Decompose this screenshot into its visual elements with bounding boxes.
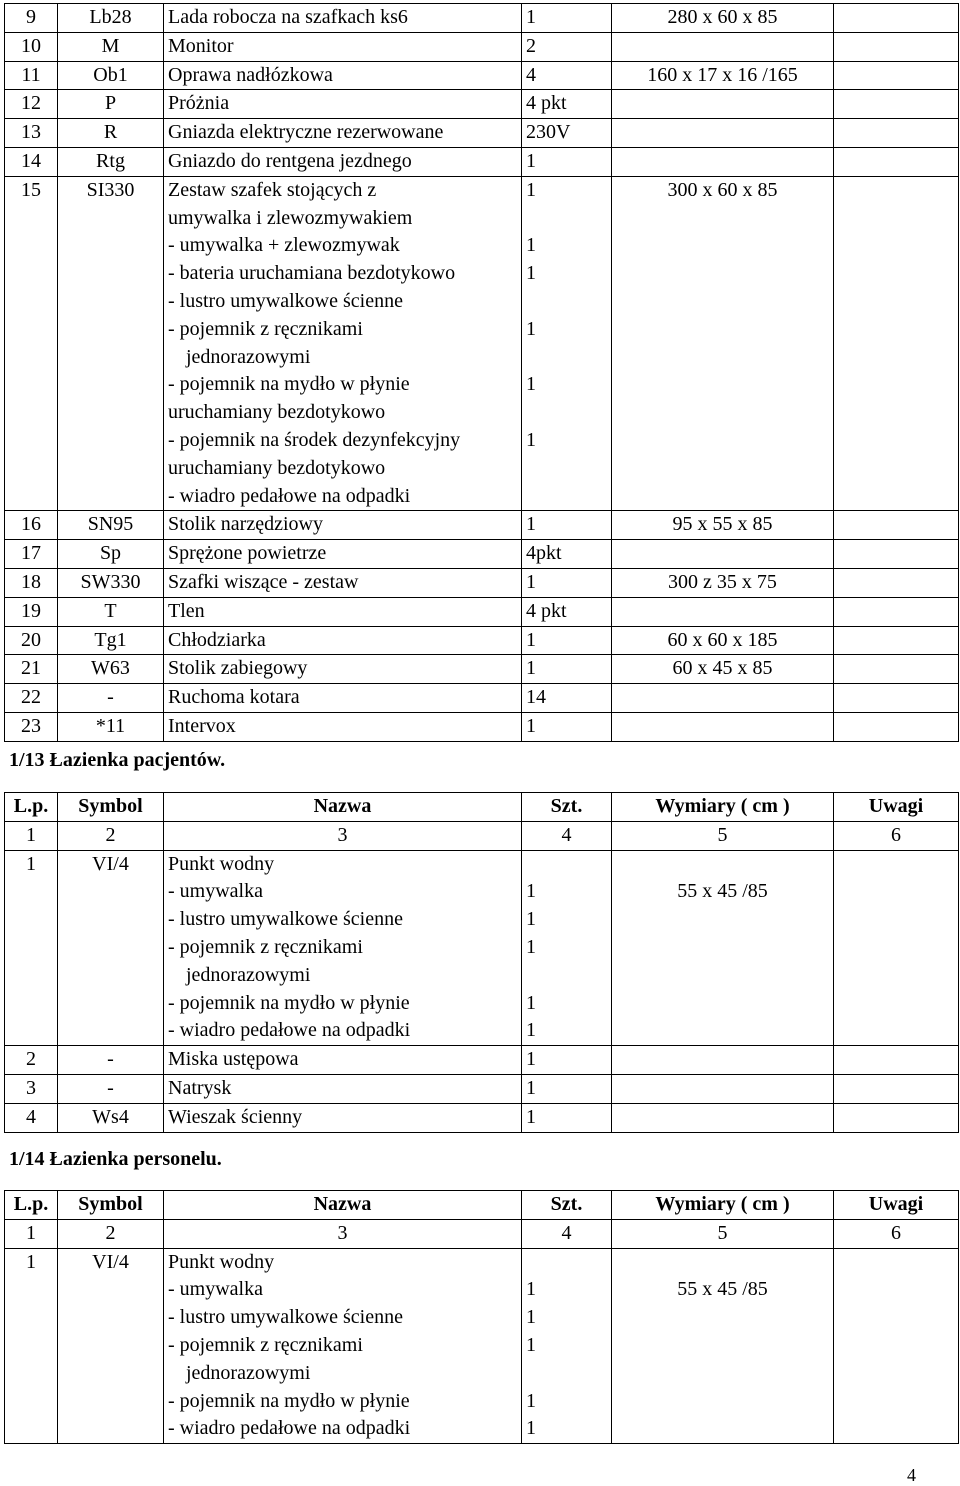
cell-nazwa bbox=[164, 1248, 522, 1444]
column-header: L.p. bbox=[5, 793, 58, 822]
szt-line: 2 bbox=[526, 34, 536, 57]
cell-uwagi bbox=[834, 626, 959, 655]
cell-uwagi bbox=[834, 1248, 959, 1444]
cell-szt bbox=[522, 61, 612, 90]
table-row bbox=[5, 568, 959, 597]
szt-line: 1 bbox=[526, 714, 536, 737]
cell-wymiary bbox=[612, 176, 834, 511]
cell-uwagi bbox=[834, 147, 959, 176]
wymiary-line bbox=[616, 684, 829, 712]
table-row bbox=[5, 1103, 959, 1132]
szt-line: 1 bbox=[526, 1048, 536, 1071]
szt-line bbox=[526, 205, 607, 233]
equipment-table-lazienka-pacjentow bbox=[4, 792, 959, 1133]
szt-line: 1 bbox=[526, 149, 536, 172]
cell-lp: 12 bbox=[5, 90, 58, 119]
cell-wymiary bbox=[612, 511, 834, 540]
cell-symbol: T bbox=[58, 597, 164, 626]
column-number: 4 bbox=[522, 821, 612, 850]
cell-wymiary bbox=[612, 540, 834, 569]
cell-nazwa bbox=[164, 626, 522, 655]
cell-nazwa bbox=[164, 119, 522, 148]
column-number: 6 bbox=[834, 1219, 959, 1248]
szt-line: 1 bbox=[526, 1417, 536, 1440]
column-header: Uwagi bbox=[834, 1191, 959, 1220]
table-row bbox=[5, 119, 959, 148]
nazwa-line: - umywalka bbox=[168, 1278, 263, 1301]
table-row bbox=[5, 684, 959, 713]
cell-wymiary bbox=[612, 712, 834, 741]
column-number-row bbox=[5, 821, 959, 850]
wymiary-line bbox=[616, 1249, 829, 1277]
cell-uwagi bbox=[834, 1046, 959, 1075]
table-row bbox=[5, 4, 959, 33]
cell-symbol: SW330 bbox=[58, 568, 164, 597]
wymiary-line: 55 x 45 /85 bbox=[677, 1278, 768, 1301]
cell-lp: 15 bbox=[5, 176, 58, 511]
szt-line: 4pkt bbox=[526, 542, 562, 565]
table-row bbox=[5, 511, 959, 540]
cell-uwagi bbox=[834, 176, 959, 511]
nazwa-line: Intervox bbox=[168, 714, 236, 737]
cell-symbol: W63 bbox=[58, 655, 164, 684]
column-number: 5 bbox=[612, 821, 834, 850]
wymiary-line bbox=[616, 540, 829, 568]
cell-lp: 18 bbox=[5, 568, 58, 597]
column-number-row bbox=[5, 1219, 959, 1248]
wymiary-line: 60 x 60 x 185 bbox=[667, 628, 778, 651]
nazwa-line: - pojemnik z ręcznikami bbox=[168, 935, 363, 958]
cell-lp: 2 bbox=[5, 1046, 58, 1075]
equipment-table-lazienka-personelu bbox=[4, 1190, 959, 1444]
cell-uwagi bbox=[834, 1103, 959, 1132]
cell-nazwa bbox=[164, 147, 522, 176]
nazwa-line: jednorazowymi bbox=[186, 963, 311, 986]
cell-lp: 4 bbox=[5, 1103, 58, 1132]
cell-szt bbox=[522, 1046, 612, 1075]
nazwa-line: Wieszak ścienny bbox=[168, 1105, 303, 1128]
table-header bbox=[5, 1191, 959, 1249]
szt-line: 1 bbox=[526, 1333, 536, 1356]
wymiary-line: 55 x 45 /85 bbox=[677, 880, 768, 903]
table-body bbox=[5, 850, 959, 1132]
nazwa-line: Oprawa nadłózkowa bbox=[168, 63, 333, 86]
nazwa-line: - pojemnik na mydło w płynie bbox=[168, 373, 410, 396]
nazwa-line: Chłodziarka bbox=[168, 628, 266, 651]
wymiary-line: 95 x 55 x 85 bbox=[672, 513, 773, 536]
szt-line: 1 bbox=[526, 6, 536, 28]
cell-szt bbox=[522, 597, 612, 626]
table-row bbox=[5, 540, 959, 569]
nazwa-line: uruchamiany bezdotykowo bbox=[168, 456, 386, 479]
nazwa-line: Gniazda elektryczne rezerwowane bbox=[168, 121, 444, 144]
cell-uwagi bbox=[834, 597, 959, 626]
table-row bbox=[5, 176, 959, 511]
cell-szt bbox=[522, 850, 612, 1046]
cell-symbol: Ob1 bbox=[58, 61, 164, 90]
cell-nazwa bbox=[164, 597, 522, 626]
wymiary-line: 160 x 17 x 16 /165 bbox=[647, 63, 798, 86]
cell-lp: 9 bbox=[5, 4, 58, 33]
cell-symbol: M bbox=[58, 32, 164, 61]
column-header: Nazwa bbox=[164, 1191, 522, 1220]
szt-line bbox=[526, 455, 607, 483]
szt-line: 1 bbox=[526, 1278, 536, 1301]
nazwa-line: - umywalka bbox=[168, 880, 263, 903]
cell-uwagi bbox=[834, 655, 959, 684]
szt-line bbox=[526, 1360, 607, 1388]
column-header: Wymiary ( cm ) bbox=[612, 793, 834, 822]
column-header: Wymiary ( cm ) bbox=[612, 1191, 834, 1220]
szt-line: 1 bbox=[526, 513, 536, 536]
nazwa-line: - lustro umywalkowe ścienne bbox=[168, 289, 403, 312]
cell-nazwa bbox=[164, 712, 522, 741]
cell-lp: 1 bbox=[5, 850, 58, 1046]
cell-uwagi bbox=[834, 32, 959, 61]
column-number: 5 bbox=[612, 1219, 834, 1248]
cell-wymiary bbox=[612, 32, 834, 61]
nazwa-line: Ruchoma kotara bbox=[168, 686, 300, 709]
cell-lp: 13 bbox=[5, 119, 58, 148]
column-header: Symbol bbox=[58, 793, 164, 822]
cell-szt bbox=[522, 32, 612, 61]
szt-line: 1 bbox=[526, 428, 536, 451]
wymiary-line: 300 z 35 x 75 bbox=[668, 570, 777, 593]
nazwa-line: - wiadro pedałowe na odpadki bbox=[168, 1417, 411, 1440]
szt-line: 1 bbox=[526, 880, 536, 903]
cell-uwagi bbox=[834, 90, 959, 119]
cell-symbol: Sp bbox=[58, 540, 164, 569]
table-row bbox=[5, 147, 959, 176]
cell-uwagi bbox=[834, 850, 959, 1046]
nazwa-line: - lustro umywalkowe ścienne bbox=[168, 1306, 403, 1329]
nazwa-line: Sprężone powietrze bbox=[168, 542, 327, 565]
cell-lp: 11 bbox=[5, 61, 58, 90]
table-row bbox=[5, 850, 959, 1046]
header-row bbox=[5, 1191, 959, 1220]
szt-line: 14 bbox=[526, 686, 546, 709]
nazwa-line: - umywalka + zlewozmywak bbox=[168, 234, 400, 257]
cell-wymiary bbox=[612, 850, 834, 1046]
nazwa-line: Natrysk bbox=[168, 1076, 232, 1099]
szt-line: 1 bbox=[526, 1389, 536, 1412]
table-header bbox=[5, 793, 959, 851]
column-number: 3 bbox=[164, 821, 522, 850]
nazwa-line: Zestaw szafek stojących z bbox=[168, 178, 377, 201]
szt-line bbox=[526, 483, 607, 511]
cell-uwagi bbox=[834, 568, 959, 597]
table-row bbox=[5, 1046, 959, 1075]
cell-nazwa bbox=[164, 90, 522, 119]
cell-lp: 23 bbox=[5, 712, 58, 741]
cell-wymiary bbox=[612, 4, 834, 33]
table-row bbox=[5, 90, 959, 119]
wymiary-line bbox=[616, 598, 829, 626]
nazwa-line: Monitor bbox=[168, 34, 234, 57]
cell-uwagi bbox=[834, 119, 959, 148]
szt-line bbox=[526, 399, 607, 427]
section-heading-lazienka-personelu: 1/14 Łazienka personelu. bbox=[9, 1148, 222, 1170]
wymiary-line: 300 x 60 x 85 bbox=[667, 178, 778, 201]
cell-wymiary bbox=[612, 119, 834, 148]
nazwa-line: Miska ustępowa bbox=[168, 1048, 299, 1071]
column-number: 1 bbox=[5, 821, 58, 850]
szt-line bbox=[526, 851, 607, 879]
cell-uwagi bbox=[834, 712, 959, 741]
cell-symbol: VI/4 bbox=[58, 850, 164, 1046]
cell-nazwa bbox=[164, 61, 522, 90]
wymiary-line bbox=[616, 851, 829, 879]
cell-szt bbox=[522, 568, 612, 597]
wymiary-line: 280 x 60 x 85 bbox=[667, 6, 778, 28]
cell-szt bbox=[522, 626, 612, 655]
cell-szt bbox=[522, 147, 612, 176]
szt-line: 4 pkt bbox=[526, 92, 567, 115]
wymiary-line bbox=[616, 33, 829, 61]
cell-lp: 3 bbox=[5, 1074, 58, 1103]
szt-line: 1 bbox=[526, 1019, 536, 1042]
column-header: Szt. bbox=[522, 793, 612, 822]
table-row bbox=[5, 1074, 959, 1103]
szt-line: 1 bbox=[526, 628, 536, 651]
cell-nazwa bbox=[164, 684, 522, 713]
cell-szt bbox=[522, 540, 612, 569]
cell-wymiary bbox=[612, 1074, 834, 1103]
cell-lp: 22 bbox=[5, 684, 58, 713]
cell-symbol: R bbox=[58, 119, 164, 148]
cell-lp: 17 bbox=[5, 540, 58, 569]
nazwa-line: - pojemnik z ręcznikami bbox=[168, 317, 363, 340]
cell-symbol: Tg1 bbox=[58, 626, 164, 655]
nazwa-line: Szafki wiszące - zestaw bbox=[168, 570, 359, 593]
nazwa-line: Gniazdo do rentgena jezdnego bbox=[168, 149, 412, 172]
header-row bbox=[5, 793, 959, 822]
column-header: Nazwa bbox=[164, 793, 522, 822]
table-top-body bbox=[5, 4, 959, 742]
szt-line: 4 pkt bbox=[526, 599, 567, 622]
column-number: 1 bbox=[5, 1219, 58, 1248]
cell-wymiary bbox=[612, 147, 834, 176]
szt-line: 1 bbox=[526, 373, 536, 396]
cell-wymiary bbox=[612, 597, 834, 626]
szt-line: 1 bbox=[526, 1306, 536, 1329]
cell-lp: 20 bbox=[5, 626, 58, 655]
cell-symbol: - bbox=[58, 1074, 164, 1103]
cell-nazwa bbox=[164, 4, 522, 33]
szt-line: 1 bbox=[526, 1105, 536, 1128]
column-number: 3 bbox=[164, 1219, 522, 1248]
cell-nazwa bbox=[164, 176, 522, 511]
nazwa-line: - pojemnik na mydło w płynie bbox=[168, 1389, 410, 1412]
nazwa-line: Punkt wodny bbox=[168, 852, 275, 875]
nazwa-line: Punkt wodny bbox=[168, 1250, 275, 1273]
szt-line: 1 bbox=[526, 317, 536, 340]
nazwa-line: jednorazowymi bbox=[186, 345, 311, 368]
cell-symbol: Lb28 bbox=[58, 4, 164, 33]
cell-lp: 16 bbox=[5, 511, 58, 540]
cell-symbol: - bbox=[58, 1046, 164, 1075]
cell-nazwa bbox=[164, 850, 522, 1046]
cell-szt bbox=[522, 4, 612, 33]
szt-line: 1 bbox=[526, 657, 536, 680]
cell-szt bbox=[522, 684, 612, 713]
cell-wymiary bbox=[612, 626, 834, 655]
nazwa-line: - wiadro pedałowe na odpadki bbox=[168, 1019, 411, 1042]
nazwa-line: umywalka i zlewozmywakiem bbox=[168, 206, 413, 229]
cell-uwagi bbox=[834, 511, 959, 540]
cell-symbol: SN95 bbox=[58, 511, 164, 540]
wymiary-line bbox=[616, 1104, 829, 1132]
nazwa-line: - pojemnik na mydło w płynie bbox=[168, 991, 410, 1014]
szt-line: 1 bbox=[526, 178, 536, 201]
cell-uwagi bbox=[834, 1074, 959, 1103]
cell-wymiary bbox=[612, 1103, 834, 1132]
nazwa-line: - bateria uruchamiana bezdotykowo bbox=[168, 262, 456, 285]
cell-symbol: Ws4 bbox=[58, 1103, 164, 1132]
cell-szt bbox=[522, 1074, 612, 1103]
cell-symbol: SI330 bbox=[58, 176, 164, 511]
column-number: 4 bbox=[522, 1219, 612, 1248]
cell-nazwa bbox=[164, 568, 522, 597]
column-number: 2 bbox=[58, 821, 164, 850]
cell-symbol: *11 bbox=[58, 712, 164, 741]
table-row bbox=[5, 32, 959, 61]
cell-uwagi bbox=[834, 61, 959, 90]
wymiary-line bbox=[616, 713, 829, 741]
cell-wymiary bbox=[612, 1248, 834, 1444]
cell-szt bbox=[522, 90, 612, 119]
section-heading-lazienka-pacjentow: 1/13 Łazienka pacjentów. bbox=[9, 749, 226, 771]
table-row bbox=[5, 712, 959, 741]
nazwa-line: uruchamiany bezdotykowo bbox=[168, 401, 386, 424]
cell-wymiary bbox=[612, 684, 834, 713]
cell-symbol: P bbox=[58, 90, 164, 119]
cell-szt bbox=[522, 712, 612, 741]
szt-line bbox=[526, 962, 607, 990]
szt-line: 1 bbox=[526, 1076, 536, 1099]
cell-lp: 1 bbox=[5, 1248, 58, 1444]
szt-line: 1 bbox=[526, 234, 536, 257]
szt-line: 1 bbox=[526, 935, 536, 958]
cell-nazwa bbox=[164, 1046, 522, 1075]
wymiary-line bbox=[616, 119, 829, 147]
nazwa-line: - pojemnik na środek dezynfekcyjny bbox=[168, 428, 461, 451]
cell-wymiary bbox=[612, 1046, 834, 1075]
cell-lp: 19 bbox=[5, 597, 58, 626]
cell-uwagi bbox=[834, 540, 959, 569]
cell-nazwa bbox=[164, 1074, 522, 1103]
cell-wymiary bbox=[612, 655, 834, 684]
cell-nazwa bbox=[164, 32, 522, 61]
cell-wymiary bbox=[612, 90, 834, 119]
nazwa-line: Tlen bbox=[168, 599, 205, 622]
cell-uwagi bbox=[834, 4, 959, 33]
column-header: Szt. bbox=[522, 1191, 612, 1220]
cell-nazwa bbox=[164, 1103, 522, 1132]
szt-line: 1 bbox=[526, 570, 536, 593]
cell-szt bbox=[522, 119, 612, 148]
cell-lp: 14 bbox=[5, 147, 58, 176]
nazwa-line: - pojemnik z ręcznikami bbox=[168, 1333, 363, 1356]
wymiary-line bbox=[616, 148, 829, 176]
table-row bbox=[5, 1248, 959, 1444]
cell-szt bbox=[522, 655, 612, 684]
cell-lp: 21 bbox=[5, 655, 58, 684]
table-row bbox=[5, 61, 959, 90]
column-header: Uwagi bbox=[834, 793, 959, 822]
szt-line: 230V bbox=[526, 121, 571, 144]
cell-szt bbox=[522, 1248, 612, 1444]
szt-line: 1 bbox=[526, 262, 536, 285]
nazwa-line: Stolik zabiegowy bbox=[168, 657, 308, 680]
wymiary-line: 60 x 45 x 85 bbox=[672, 657, 773, 680]
table-row bbox=[5, 655, 959, 684]
column-number: 6 bbox=[834, 821, 959, 850]
column-header: L.p. bbox=[5, 1191, 58, 1220]
table-body bbox=[5, 1248, 959, 1444]
cell-wymiary bbox=[612, 568, 834, 597]
szt-line bbox=[526, 288, 607, 316]
szt-line bbox=[526, 1249, 607, 1277]
szt-line: 1 bbox=[526, 908, 536, 931]
cell-symbol: - bbox=[58, 684, 164, 713]
page-number: 4 bbox=[907, 1465, 916, 1485]
table-row bbox=[5, 597, 959, 626]
cell-nazwa bbox=[164, 655, 522, 684]
szt-line: 1 bbox=[526, 991, 536, 1014]
cell-symbol: VI/4 bbox=[58, 1248, 164, 1444]
cell-symbol: Rtg bbox=[58, 147, 164, 176]
cell-nazwa bbox=[164, 540, 522, 569]
wymiary-line bbox=[616, 1075, 829, 1103]
szt-line bbox=[526, 344, 607, 372]
cell-szt bbox=[522, 1103, 612, 1132]
cell-nazwa bbox=[164, 511, 522, 540]
cell-lp: 10 bbox=[5, 32, 58, 61]
wymiary-line bbox=[616, 90, 829, 118]
wymiary-line bbox=[616, 1046, 829, 1074]
cell-szt bbox=[522, 511, 612, 540]
nazwa-line: Stolik narzędziowy bbox=[168, 513, 323, 536]
nazwa-line: - wiadro pedałowe na odpadki bbox=[168, 484, 411, 507]
table-row bbox=[5, 626, 959, 655]
equipment-table-top bbox=[4, 3, 959, 742]
nazwa-line: - lustro umywalkowe ścienne bbox=[168, 908, 403, 931]
column-number: 2 bbox=[58, 1219, 164, 1248]
nazwa-line: Lada robocza na szafkach ks6 bbox=[168, 6, 408, 28]
nazwa-line: Próżnia bbox=[168, 92, 230, 115]
cell-uwagi bbox=[834, 684, 959, 713]
column-header: Symbol bbox=[58, 1191, 164, 1220]
nazwa-line: jednorazowymi bbox=[186, 1361, 311, 1384]
cell-szt bbox=[522, 176, 612, 511]
cell-wymiary bbox=[612, 61, 834, 90]
szt-line: 4 bbox=[526, 63, 536, 86]
